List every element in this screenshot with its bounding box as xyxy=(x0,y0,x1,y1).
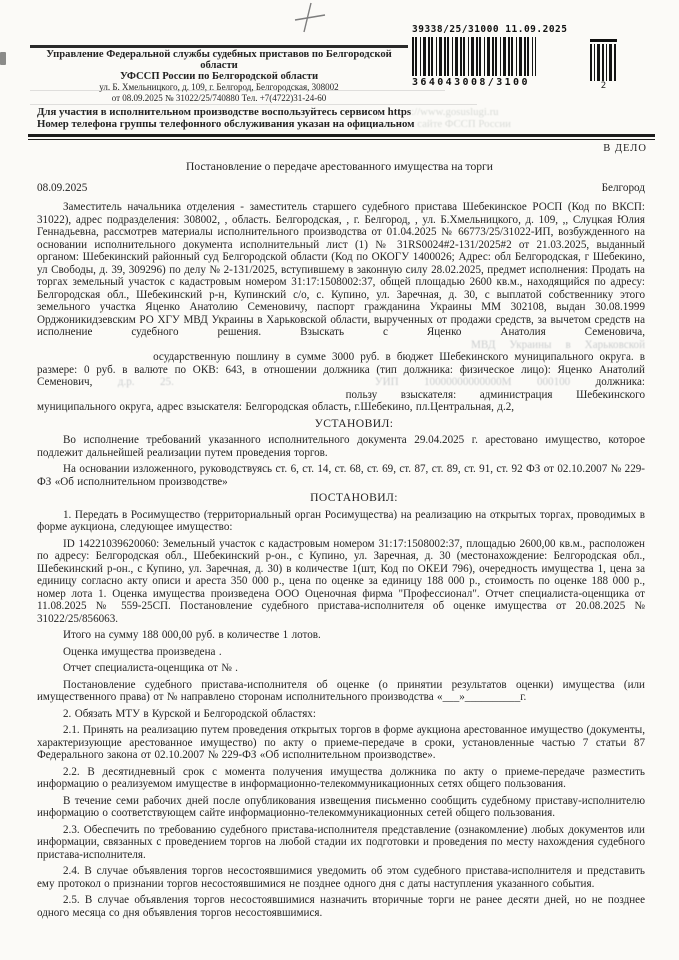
section-heading-ustanovil: УСТАНОВИЛ: xyxy=(314,416,394,430)
preamble-text: должника: xyxy=(595,376,646,389)
body-paragraph: 2.4. В случае объявления торгов несостоявшимися уведомить об этом судебного пристава-исполнителя и представить ему протокол о признании торгов несостоявшимися не позднее одного дня с даты наступления указанного события. xyxy=(37,865,645,890)
section-heading-postanovil: ПОСТАНОВИЛ: xyxy=(310,491,398,505)
redacted-fragment: МВД Украины в Харьковской xyxy=(471,338,646,351)
barcode-label: 364043008/3100 xyxy=(412,77,530,88)
body-paragraph: В течение семи рабочих дней после опубликования извещения письменно сообщить судебному приставу-исполнителю информацию о соответствующем сайте информационно-телекоммуникационных сетей общего пользования. xyxy=(37,794,645,820)
org-address: ул. Б. Хмельницкого, д. 109, г. Белгород, Белгородская, 308002 xyxy=(99,82,339,93)
body-paragraph: 2.1. Принять на реализацию путем проведения открытых торгов в форме аукциона арестованное имущество (документы, характеризующие арестованное имущество) по акту о приеме-передаче в сроки, установленные частью 7 статьи 87 Федерального закона от 02.10.2007 № 229-ФЗ «Об исполнительном производстве». xyxy=(37,724,645,762)
notice-service-line xyxy=(37,106,679,118)
registration-number: 39338/25/31000 11.09.2025 xyxy=(412,24,568,35)
notice-service-faded-text: ://www.gosuslugi.ru xyxy=(411,105,499,118)
document-body xyxy=(37,201,645,919)
registration-cross-mark xyxy=(294,2,326,34)
body-paragraph: Отчет специалиста-оценщика от № . xyxy=(63,662,238,675)
document-city: Белгород xyxy=(601,182,645,195)
date-city-row xyxy=(37,182,645,194)
notice-phone-faded-text: сайте ФССП России xyxy=(414,118,511,131)
faint-divider xyxy=(30,104,477,105)
letterhead xyxy=(30,45,408,103)
body-paragraph: 2. Обязать МТУ в Курской и Белгородской областях: xyxy=(63,707,316,720)
body-paragraph: 1. Передать в Росимущество (территориальный орган Росимущества) на реализацию на открытых торгах, проводимых в форме аукциона, следующее имущество: xyxy=(37,508,645,534)
redacted-fragment: УИП 10000000000000М 000100 xyxy=(374,376,571,389)
document-title: Постановление о передаче арестованного имущества на торги xyxy=(185,160,494,174)
body-paragraph: 2.2. В десятидневный срок с момента получения имущества должника по акту о приеме-передаче разместить информацию о реализуемом имуществе в информационно-телекоммуникационных сетях общего пользования. xyxy=(37,765,645,791)
body-paragraph: На основании изложенного, руководствуясь ст. 6, ст. 14, ст. 68, ст. 69, ст. 87, ст. 89, ст. 91, ст. 92 ФЗ от 02.10.2007 № 229-ФЗ «Об исполнительном производстве» xyxy=(37,463,645,488)
preamble-text: пользу взыскателя: администрация Шебекинского муниципального округа, адрес взыскателя: Белгородская область, г.Шебекино, пл.Центральная, д.2, xyxy=(37,388,645,414)
faint-divider xyxy=(30,90,445,91)
body-paragraph: Во исполнение требований указанного исполнительного документа 29.04.2025 г. арестовано имущество, которое подлежит дальнейшей реализации путем проведения торгов. xyxy=(37,434,645,459)
registration-stamp xyxy=(412,24,568,88)
notice-phone-line xyxy=(37,118,679,130)
barcode xyxy=(412,37,536,76)
body-paragraph: ID 14221039620060: Земельный участок с кадастровым номером 31:17:1508002:37, площадью 2600,00 кв.м., расположен по адресу: Белгородская обл., Шебекинский р-он., с Купино, ул. Заречная, д. 30 (местонахождение: Белгородская обл., Шебекинский р-он., с Купино, ул. Заречная, д. 30) в количестве 1(шт, Код по ОКЕИ 796), очередность имущества 1, цена за единицу согласно акту описи и ареста 350 000 р., цена по оценке за единицу 188 000 р., стоимость по оценке 188 000 р., номер лота 1. Оценка имущества произведена ООО Оценочная фирма "Профессионал". Отчет специалиста-оценщика от 11.08.2025 № 559-25СП. Постановление судебного пристава-исполнителя об оценке имущества от 20.08.2025 № 31022/25/856063. xyxy=(37,537,645,625)
notice-phone-text: Номер телефона группы телефонного обслуживания указан на официальном xyxy=(37,118,415,131)
redacted-fragment: д.р. 25. xyxy=(117,376,174,389)
header-divider xyxy=(28,134,655,141)
redacted-area xyxy=(199,380,349,385)
body-paragraph: 2.3. Обеспечить по требованию судебного пристава-исполнителя представление (ознакомление) любых документов или информации, связанных с проведением торгов на любой стадии их подготовки и проведения по месту нахождения судебного пристава-исполнителя. xyxy=(37,823,645,861)
doc-ref-line: от 08.09.2025 № 31022/25/740880 Тел. +7(4722)31-24-60 xyxy=(111,92,327,103)
redacted-area xyxy=(37,343,457,348)
preamble-text: Заместитель начальника отделения - заместитель старшего судебного пристава Шебекинское РОСП (Код по ВКСП: 31022), адрес подразделения: 308002, , область. Белгородская, , г. Белгород, , ул. Б.Хмельницкого, д. 109, ,, Слуцкая Юлия Геннадьевна, рассмотрев материалы исполнительного производства от 01.04.2025 № 66773/25/31022-ИП, возбужденного на основании исполнительного документа исполнительный лист (1) № 31RS0024#2-131/2025#2 от 21.03.2025, выданный органом: Шебекинский районный суд Белгородской области (Код по ОКОГУ 1400026; Адрес: обл Белгородская, г Шебекино, ул Свободы, д. 39, 309296) по делу № 2-131/2025, вступившему в законную силу 28.02.2025, предмет исполнения: Продать на торгах земельный участок с кадастровым номером 31:17:1508002:37, общей площадью 2600 кв.м., находящийся по адресу: Белгородская обл., Шебекинский р-н, Купинский с/о, с. Купино, ул. Заречная, д. 30, с выплатой собственнику этого земельного участка Яценко Анатолию Семеновичу, паспорт гражданина Украины ММ 302108, выдан 30.08.1999 Орджоникидзевским РО ХГУ МВД Украины в Харьковской области, вырученных от продажи средств, за вычетом средств на исполнение судебного решения. Взыскать с Яценко Анатолия Семеновича, xyxy=(37,201,645,339)
scan-edge-artifact xyxy=(0,52,6,65)
body-paragraph: Оценка имущества произведена . xyxy=(63,645,222,658)
page-barcode-number: 2 xyxy=(600,81,607,91)
document-date: 08.09.2025 xyxy=(37,182,88,195)
case-file-mark: В ДЕЛО xyxy=(603,143,647,155)
org-short-name: УФССП России по Белгородской области xyxy=(119,70,319,82)
redacted-area xyxy=(37,393,322,398)
redacted-area xyxy=(37,355,147,360)
body-paragraph: Итого на сумму 188 000,00 руб. в количестве 1 лотов. xyxy=(63,629,321,642)
body-paragraph: Постановление судебного пристава-исполнителя об оценке (о принятии результатов оценки) имущества (или имущественного права) от № направлено сторонам исполнительного производства «___»__________г. xyxy=(37,678,645,704)
page-barcode xyxy=(590,39,617,91)
body-paragraph: 2.5. В случае объявления торгов несостоявшимися назначить вторичные торги не ранее десяти дней, но не позднее одного месяца со дня объявления торгов несостоявшимися. xyxy=(37,894,645,919)
preamble-paragraph xyxy=(37,201,645,414)
barcode-small xyxy=(590,44,617,81)
notice-service-text: Для участия в исполнительном производстве воспользуйтесь сервисом https xyxy=(37,105,412,118)
letterhead-notices xyxy=(37,106,679,131)
org-name: Управление Федеральной службы судебных приставов по Белгородской области xyxy=(46,49,392,71)
preamble-text: осударственную пошлину в сумме 3000 руб. в бюджет Шебекинского муниципального округа. в размере: 0 руб. в валюте по ОКВ: 643, в отношении должника (тип должника: физическое лицо): Яценко Анатолий Семенович, xyxy=(37,351,645,389)
